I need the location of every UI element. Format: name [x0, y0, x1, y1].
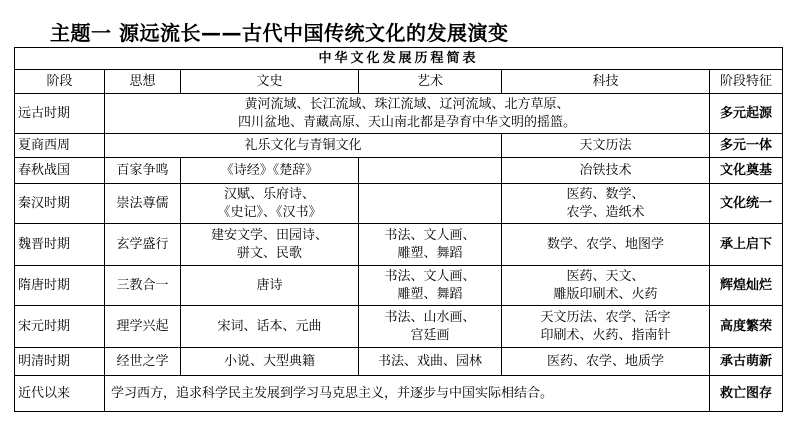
- era-cell: 魏晋时期: [15, 224, 105, 266]
- cell-line: 雕版印刷术、火药: [553, 286, 658, 302]
- table-row: [15, 224, 783, 266]
- thought-cell: 百家争鸣: [105, 158, 181, 184]
- science-cell: [502, 306, 710, 348]
- cell-line: 《史记》、《汉书》: [217, 204, 322, 220]
- cell-line: 骈文、民歌: [236, 245, 302, 261]
- feature-cell: 高度繁荣: [710, 306, 783, 348]
- cell-line: 雕塑、舞蹈: [397, 286, 463, 302]
- cell-line: 宫廷画: [410, 327, 450, 343]
- cell-line: 天文历法、农学、活字: [540, 309, 671, 325]
- cell-line: 四川盆地、青藏高原、天山南北都是孕育中华文明的摇篮。: [237, 114, 576, 130]
- merged-cell: 学习西方，追求科学民主发展到学习马克思主义，并逐步与中国实际相结合。: [105, 376, 710, 412]
- feature-cell: 多元起源: [710, 94, 783, 134]
- science-cell: 冶铁技术: [502, 158, 710, 184]
- header-cell: 阶段: [15, 70, 105, 94]
- cell-line: 农学、造纸术: [566, 204, 645, 220]
- cell-line: 印刷术、火药、指南针: [540, 327, 671, 343]
- science-cell: [502, 266, 710, 306]
- cell-line: 医药、数学、: [566, 186, 645, 202]
- literature-cell: 唐诗: [181, 266, 359, 306]
- header-cell: 科技: [502, 70, 710, 94]
- feature-cell: 救亡图存: [710, 376, 783, 412]
- era-cell: 秦汉时期: [15, 184, 105, 224]
- feature-cell: 承上启下: [710, 224, 783, 266]
- literature-cell: 《诗经》《楚辞》: [181, 158, 359, 184]
- literature-cell: 小说、大型典籍: [181, 348, 359, 376]
- arts-cell: [359, 224, 502, 266]
- thought-cell: 玄学盛行: [105, 224, 181, 266]
- arts-cell: [359, 266, 502, 306]
- merged-cell: [105, 94, 710, 134]
- culture-cell: 礼乐文化与青铜文化: [105, 134, 502, 158]
- era-cell: 春秋战国: [15, 158, 105, 184]
- table-title-row: [15, 48, 783, 70]
- header-cell: 阶段特征: [710, 70, 783, 94]
- cell-line: 汉赋、乐府诗、: [223, 186, 315, 202]
- table-row: [15, 94, 783, 134]
- header-row: [15, 70, 783, 94]
- arts-cell: [359, 306, 502, 348]
- literature-cell: 宋词、话本、元曲: [181, 306, 359, 348]
- era-cell: 近代以来: [15, 376, 105, 412]
- cell-line: 书法、文人画、: [384, 227, 476, 243]
- arts-cell: [359, 158, 502, 184]
- science-cell: [502, 184, 710, 224]
- thought-cell: 理学兴起: [105, 306, 181, 348]
- culture-development-table: [14, 47, 783, 412]
- cell-line: 建安文学、田园诗、: [210, 227, 328, 243]
- arts-cell: [359, 184, 502, 224]
- table-row: [15, 158, 783, 184]
- science-cell: 天文历法: [502, 134, 710, 158]
- thought-cell: 三教合一: [105, 266, 181, 306]
- table-title: 中华文化发展历程简表: [15, 48, 783, 70]
- table-row: [15, 184, 783, 224]
- cell-line: 医药、天文、: [566, 268, 645, 284]
- feature-cell: 多元一体: [710, 134, 783, 158]
- science-cell: 医药、农学、地质学: [502, 348, 710, 376]
- era-cell: 隋唐时期: [15, 266, 105, 306]
- table-row: [15, 266, 783, 306]
- cell-line: 书法、文人画、: [384, 268, 476, 284]
- literature-cell: [181, 184, 359, 224]
- era-cell: 明清时期: [15, 348, 105, 376]
- science-cell: 数学、农学、地图学: [502, 224, 710, 266]
- table-row: [15, 306, 783, 348]
- feature-cell: 文化统一: [710, 184, 783, 224]
- thought-cell: 经世之学: [105, 348, 181, 376]
- thought-cell: 崇法尊儒: [105, 184, 181, 224]
- header-cell: 文史: [181, 70, 359, 94]
- era-cell: 夏商西周: [15, 134, 105, 158]
- header-cell: 思想: [105, 70, 181, 94]
- page-title: 主题一 源远流长——古代中国传统文化的发展演变: [50, 21, 509, 45]
- feature-cell: 文化奠基: [710, 158, 783, 184]
- feature-cell: 辉煌灿烂: [710, 266, 783, 306]
- table-row: [15, 348, 783, 376]
- era-cell: 宋元时期: [15, 306, 105, 348]
- era-cell: 远古时期: [15, 94, 105, 134]
- header-cell: 艺术: [359, 70, 502, 94]
- cell-line: 书法、山水画、: [384, 309, 476, 325]
- cell-line: 黄河流域、长江流域、珠江流域、辽河流域、北方草原、: [244, 96, 570, 112]
- literature-cell: [181, 224, 359, 266]
- table-row: [15, 376, 783, 412]
- cell-line: 雕塑、舞蹈: [397, 245, 463, 261]
- table-row: [15, 134, 783, 158]
- arts-cell: 书法、戏曲、园林: [359, 348, 502, 376]
- feature-cell: 承古萌新: [710, 348, 783, 376]
